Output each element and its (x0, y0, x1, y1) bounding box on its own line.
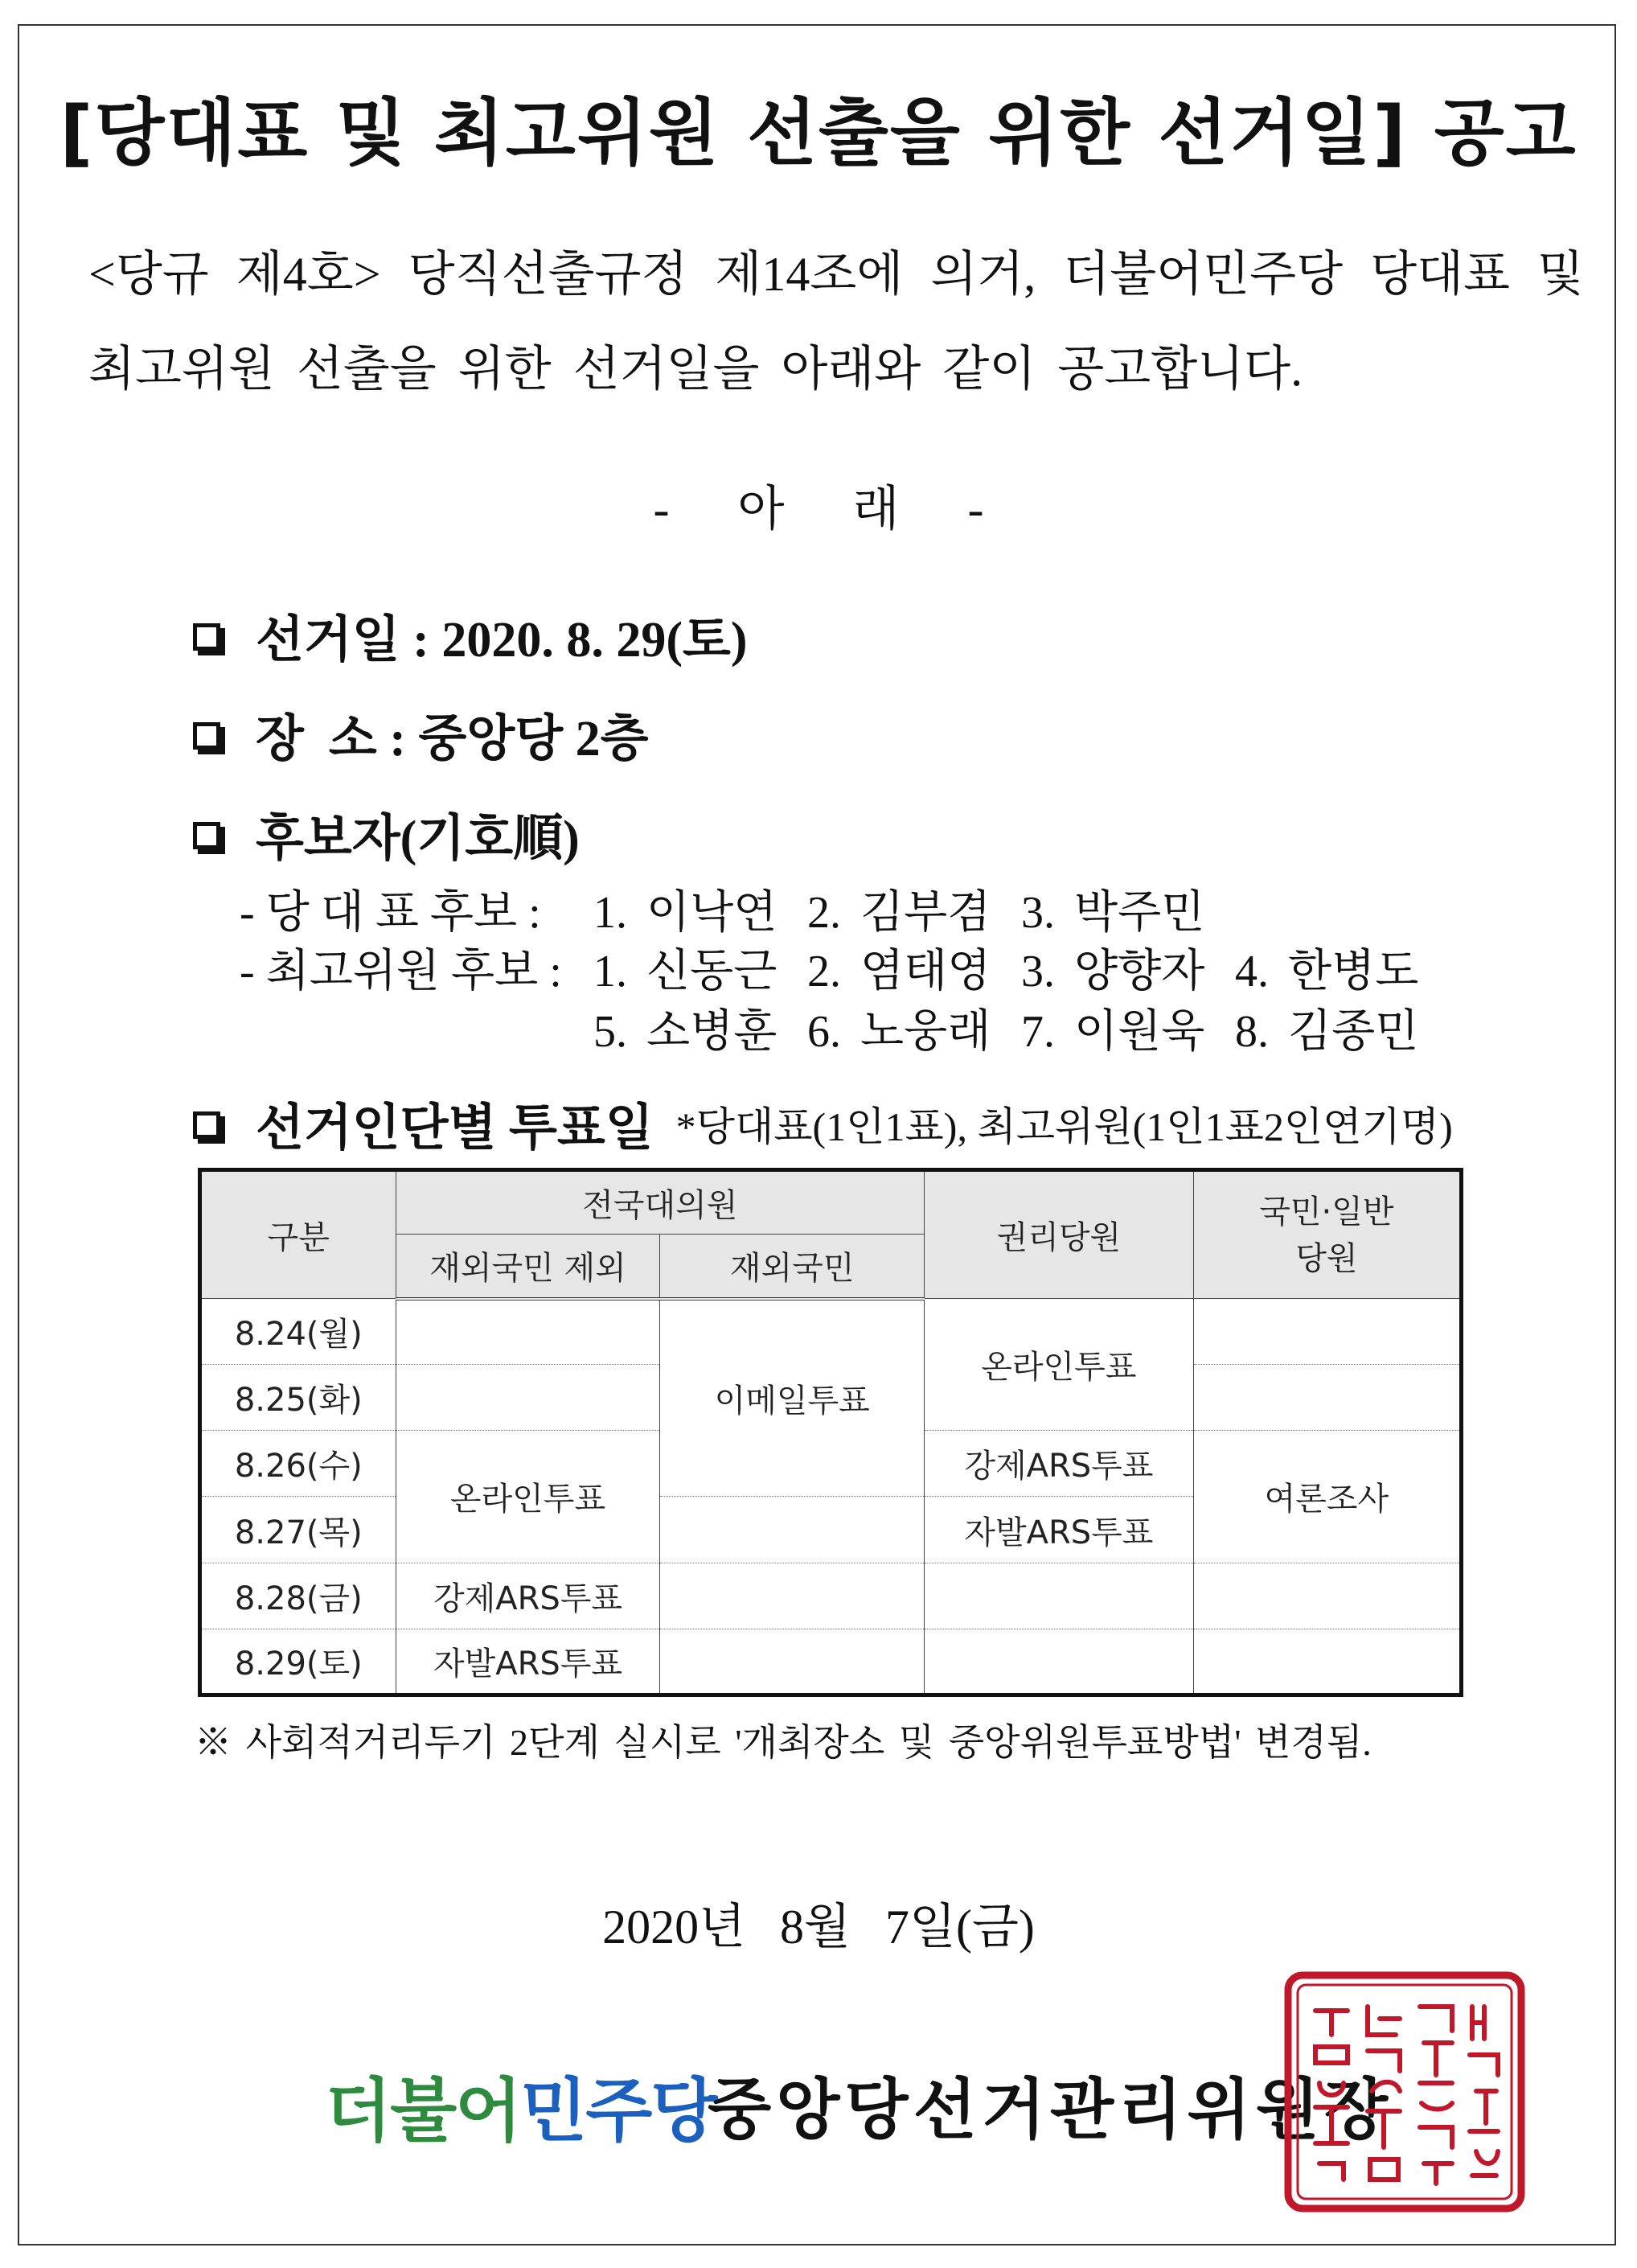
candidate-name: 5. 소병훈 (593, 1007, 777, 1057)
table-cell (396, 1299, 660, 1365)
official-seal-icon (1283, 1970, 1526, 2213)
candidate-name: 1. 신동근 (593, 947, 777, 996)
checkbox-bullet-icon (193, 623, 220, 651)
header-public-members: 국민·일반당원 (1193, 1170, 1461, 1299)
candidates-item (193, 798, 580, 869)
header-national-delegates: 전국대의원 (396, 1170, 924, 1235)
election-day-text: 선거일 : 2020. 8. 29(토) (256, 613, 748, 668)
date-cell: 8.24(월) (200, 1299, 396, 1365)
rights-online-vote-cell: 온라인투표 (924, 1299, 1193, 1431)
delegate-forced-ars-cell: 강제ARS투표 (396, 1563, 660, 1629)
voting-days-item (193, 1087, 1453, 1159)
venue-item (193, 698, 649, 770)
table-cell (660, 1629, 925, 1695)
rights-voluntary-ars-cell: 자발ARS투표 (924, 1497, 1193, 1563)
candidate-name: 4. 한병도 (1235, 947, 1419, 996)
candidate-name: 7. 이원욱 (1021, 1007, 1205, 1057)
logo-part-2: 민주당 (520, 2071, 716, 2151)
table-cell (396, 1365, 660, 1431)
candidates-heading: 후보자(기호順) (256, 811, 580, 866)
voting-note: *당대표(1인1표), 최고위원(1인1표2인연기명) (675, 1103, 1453, 1149)
date-cell: 8.26(수) (200, 1431, 396, 1497)
leader-candidates-row (240, 877, 1235, 941)
party-logo (325, 2055, 716, 2155)
candidate-name: 2. 염태영 (807, 947, 991, 996)
council-label: - 최고위원 후보 : (240, 947, 562, 996)
date-cell: 8.25(화) (200, 1365, 396, 1431)
table-cell (924, 1563, 1193, 1629)
email-vote-cell: 이메일투표 (660, 1299, 925, 1497)
rights-forced-ars-cell: 강제ARS투표 (924, 1431, 1193, 1497)
candidate-name: 8. 김종민 (1235, 1007, 1419, 1057)
header-excl-overseas: 재외국민 제외 (396, 1235, 660, 1299)
intro-paragraph: <당규 제4호> 당직선출규정 제14조에 의거, 더불어민주당 당대표 및 최고위원 선출을 위한 선거일을 아래와 같이 공고합니다. (88, 248, 1584, 396)
delegate-online-vote-cell: 온라인투표 (396, 1431, 660, 1563)
table-cell (1193, 1563, 1461, 1629)
council-candidates-row-1 (240, 935, 1449, 1000)
table-cell (1193, 1299, 1461, 1365)
table-cell (1193, 1365, 1461, 1431)
logo-part-1: 더불어 (325, 2071, 521, 2151)
candidate-name: 1. 이낙연 (593, 888, 777, 938)
checkbox-bullet-icon (193, 822, 220, 849)
header-overseas: 재외국민 (660, 1235, 925, 1299)
checkbox-bullet-icon (193, 1111, 220, 1139)
date-cell: 8.27(목) (200, 1497, 396, 1563)
table-cell (924, 1629, 1193, 1695)
notice-title: [당대표 및 최고위원 선출을 위한 선거일] 공고 (59, 91, 1578, 175)
header-rights-members: 권리당원 (924, 1170, 1193, 1299)
committee-signature: 중앙당선거관리위원장 (708, 2073, 1393, 2147)
checkbox-bullet-icon (193, 722, 220, 750)
date-cell: 8.28(금) (200, 1563, 396, 1629)
notice-date: 2020년 8월 7일(금) (602, 1900, 1035, 1954)
candidate-name: 6. 노웅래 (807, 1007, 991, 1057)
candidate-name: 3. 박주민 (1021, 888, 1205, 938)
council-candidates-row-2 (240, 996, 1449, 1060)
candidate-name: 2. 김부겸 (807, 888, 991, 938)
leader-label: - 당 대 표 후보 : (240, 888, 541, 938)
candidate-name: 3. 양향자 (1021, 947, 1205, 996)
table-cell (1193, 1629, 1461, 1695)
table-cell (660, 1563, 925, 1629)
table-cell (660, 1497, 925, 1563)
date-cell: 8.29(토) (200, 1629, 396, 1695)
election-day-item (193, 599, 748, 671)
venue-text: 장 소 : 중앙당 2층 (256, 712, 649, 766)
header-category: 구분 (200, 1170, 396, 1299)
voting-schedule-table (198, 1168, 1463, 1697)
below-label: - 아 래 - (653, 483, 984, 536)
voting-heading: 선거인단별 투표일 (256, 1101, 654, 1156)
footnote: ※ 사회적거리두기 2단계 실시로 '개최장소 및 중앙위원투표방법' 변경됨. (195, 1722, 1372, 1763)
delegate-voluntary-ars-cell: 자발ARS투표 (396, 1629, 660, 1695)
poll-cell: 여론조사 (1193, 1431, 1461, 1563)
